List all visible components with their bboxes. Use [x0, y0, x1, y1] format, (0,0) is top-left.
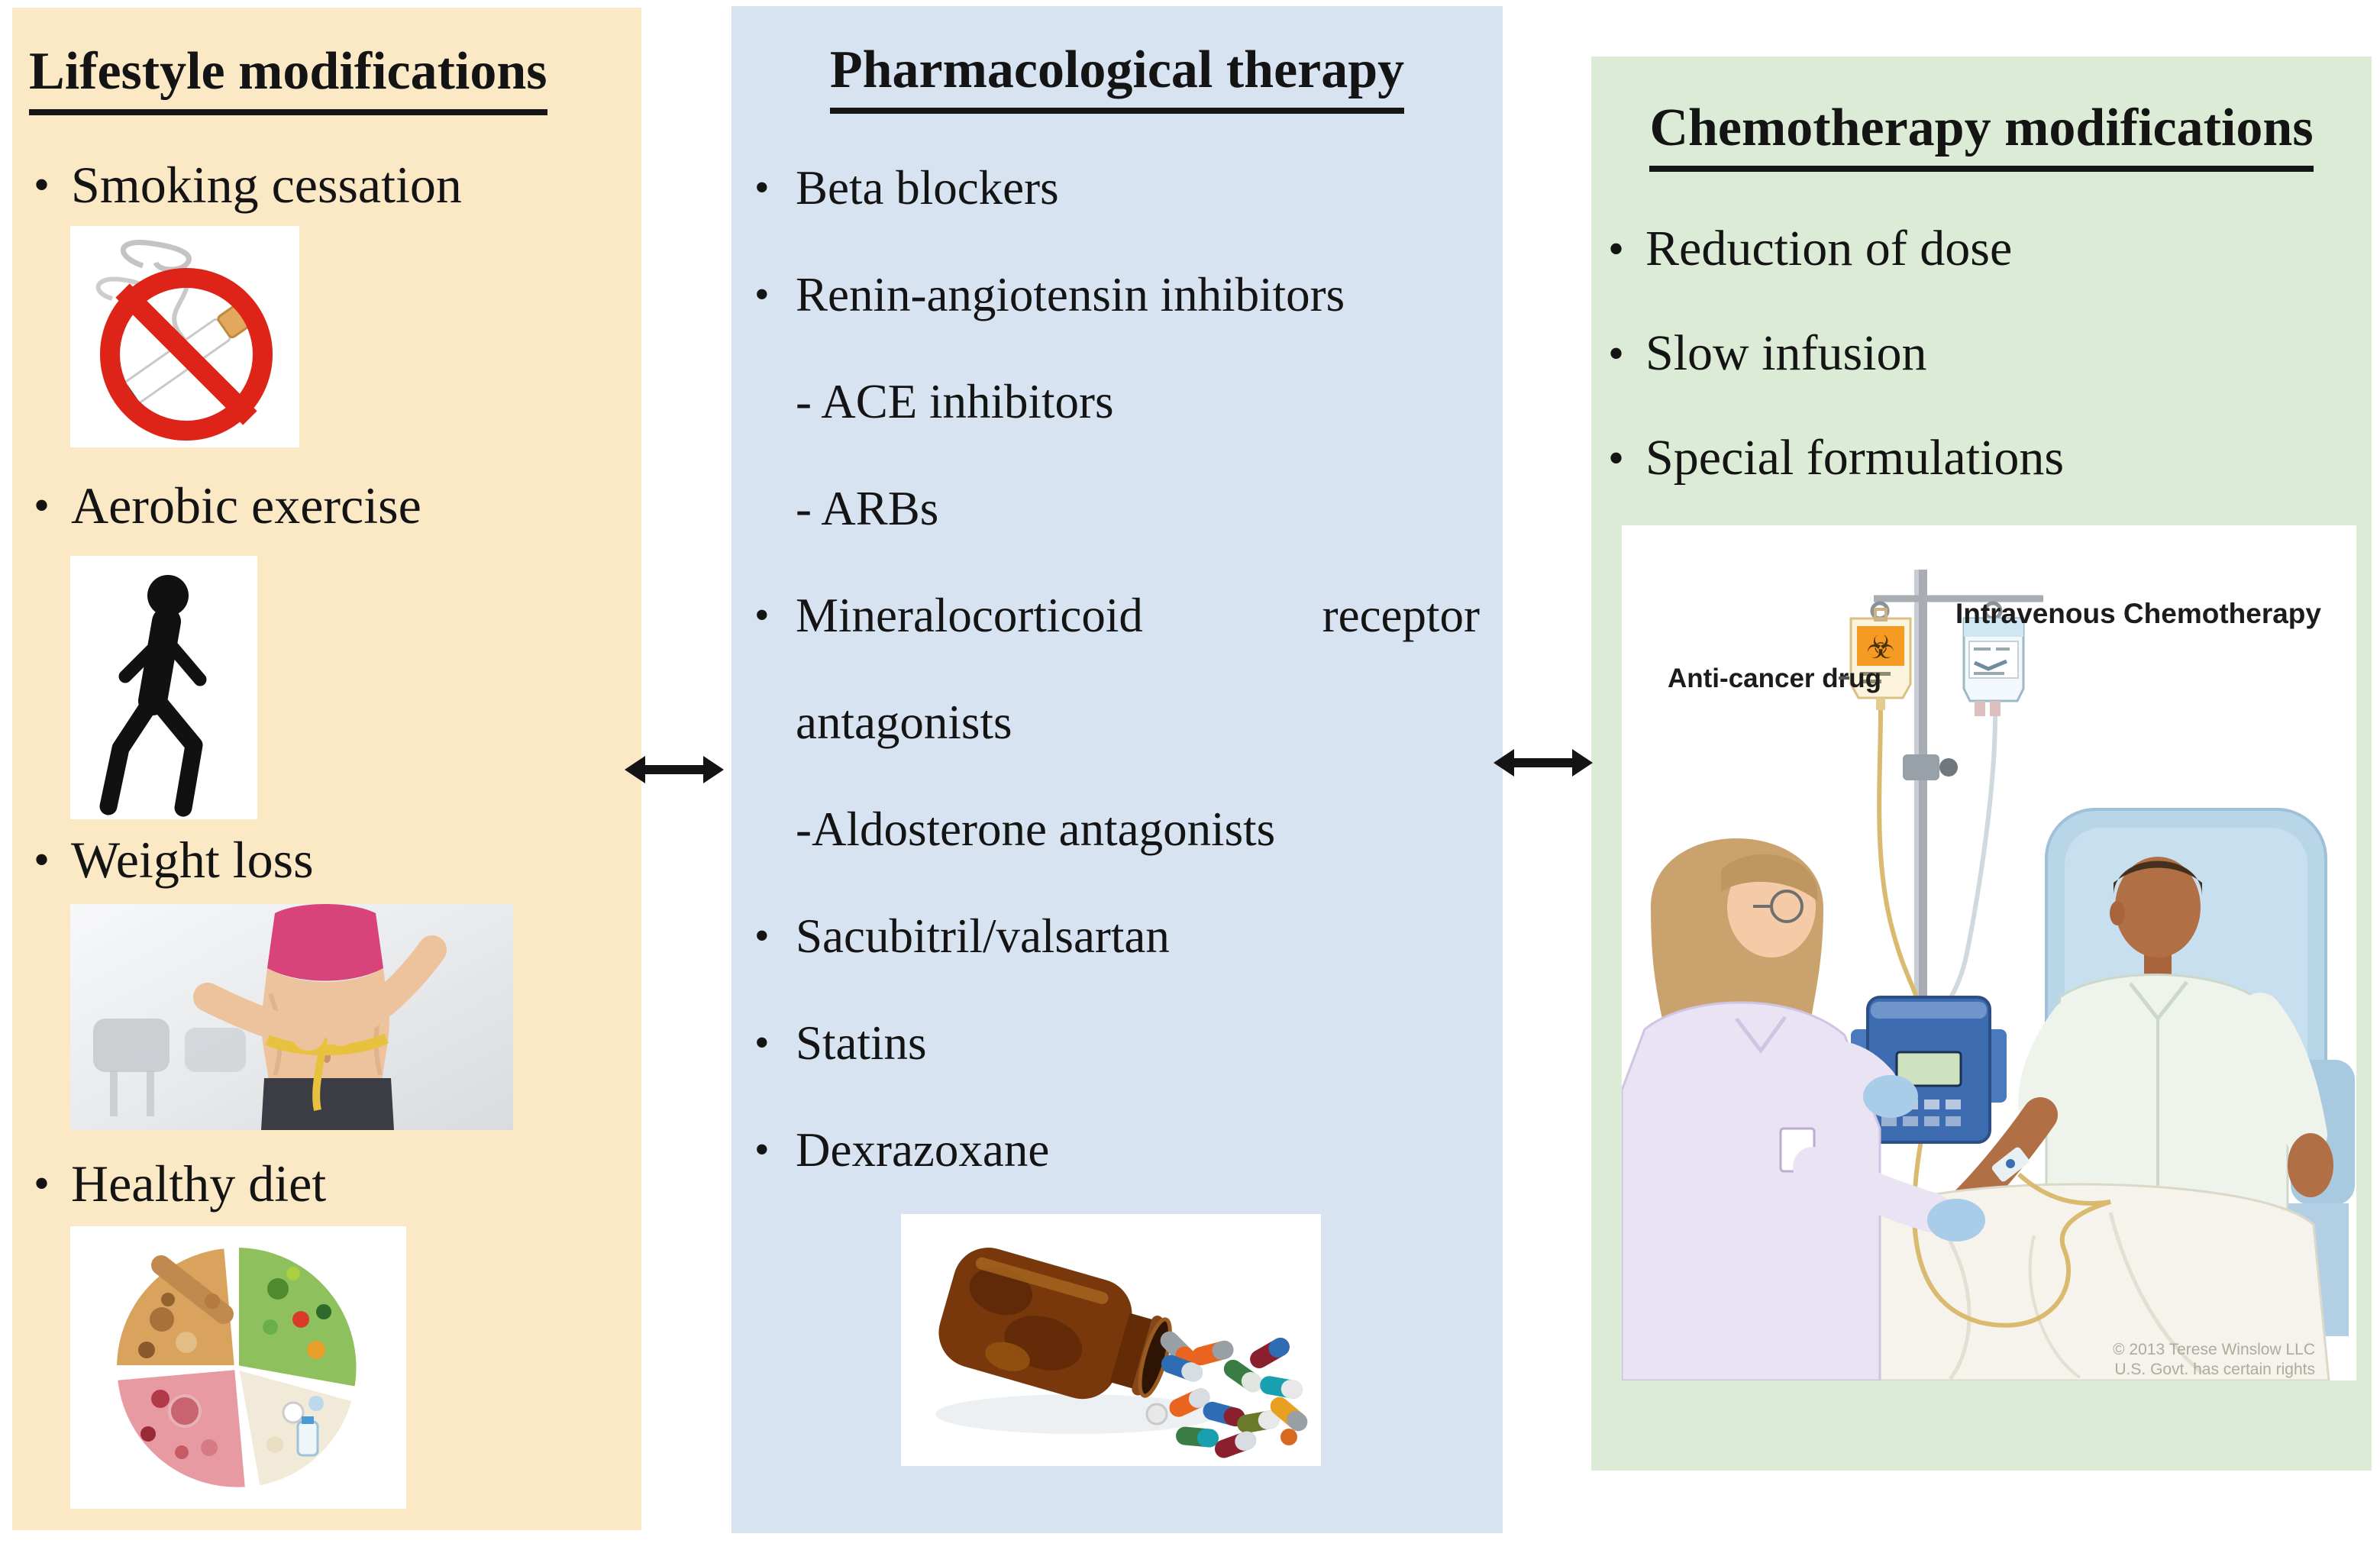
list-subitem-ace-inhibitors — [754, 348, 1480, 455]
pharmacological-title — [731, 40, 1503, 114]
walking-person-icon — [70, 556, 257, 819]
bullet-icon: • — [34, 1158, 50, 1209]
lifestyle-panel — [12, 8, 641, 1530]
bag-label-text: Anti-cancer drug — [1668, 664, 1882, 693]
list-item-mineralocorticoid — [754, 562, 1480, 669]
bullet-icon: • — [754, 164, 770, 212]
list-item-label: Smoking cessation — [71, 156, 462, 214]
blue-glove — [1927, 1199, 1985, 1242]
weight-loss-image — [70, 904, 513, 1130]
list-item-special-formulations — [1608, 423, 2064, 493]
lifestyle-title-text: Lifestyle modifications — [29, 41, 547, 115]
list-item-smoking-cessation — [34, 150, 462, 220]
bag-label — [1668, 664, 1881, 693]
chemotherapy-title-text: Chemotherapy modifications — [1649, 98, 2313, 172]
list-item-healthy-diet — [34, 1148, 326, 1219]
weight-loss-photo — [70, 904, 513, 1130]
bullet-icon: • — [754, 912, 770, 960]
list-item-statins — [754, 990, 1480, 1096]
list-subitem-aldosterone — [754, 776, 1480, 883]
bullet-icon: • — [1608, 224, 1625, 274]
bullet-icon: • — [1608, 328, 1625, 379]
list-item-label: -Aldosterone antagonists — [796, 802, 1276, 856]
list-item-label: receptor — [1322, 588, 1480, 642]
list-item-label: Dexrazoxane — [796, 1122, 1050, 1177]
list-item-label: Renin-angiotensin inhibitors — [796, 267, 1345, 321]
blurred-chair — [93, 1019, 170, 1072]
pill-bottle-image — [901, 1214, 1321, 1466]
list-item-label: - ACE inhibitors — [796, 374, 1114, 428]
list-item-weight-loss — [34, 825, 314, 895]
bullet-icon: • — [754, 1019, 770, 1067]
pharmacological-list — [754, 134, 1480, 1203]
list-item-label: Healthy diet — [71, 1154, 327, 1213]
list-item-label: Beta blockers — [796, 160, 1059, 215]
illustration-caption: Intravenous Chemotherapy — [1955, 598, 2321, 629]
double-arrow-icon — [625, 754, 724, 785]
lifestyle-title — [29, 41, 547, 115]
chemotherapy-title — [1591, 98, 2372, 172]
list-item-label: Mineralocorticoid — [796, 588, 1143, 642]
credit-line: U.S. Govt. has certain rights — [2114, 1361, 2315, 1378]
credit-line: © 2013 Terese Winslow LLC — [2113, 1341, 2315, 1358]
iv-chemotherapy-illustration — [1622, 525, 2356, 1380]
list-item-dexrazoxane — [754, 1096, 1480, 1203]
list-item-aerobic-exercise — [34, 470, 421, 541]
list-item-reduction-of-dose — [1608, 214, 2012, 284]
list-item-label: Weight loss — [71, 831, 314, 889]
list-item-slow-infusion — [1608, 318, 1927, 389]
list-subitem-arbs — [754, 455, 1480, 562]
list-item-sacubitril-valsartan — [754, 883, 1480, 990]
food-pie — [115, 1245, 358, 1490]
list-item-label: Aerobic exercise — [71, 476, 421, 534]
chemotherapy-panel — [1591, 57, 2372, 1471]
bullet-icon: • — [34, 160, 50, 210]
bullet-icon: • — [1608, 433, 1625, 483]
double-arrow-icon — [1494, 748, 1593, 778]
pharmacological-title-text: Pharmacological therapy — [830, 40, 1404, 114]
biohazard-icon: ☣ — [1866, 628, 1895, 666]
list-item-renin-angiotensin — [754, 241, 1480, 348]
list-item-label: Statins — [796, 1016, 927, 1070]
bullet-icon: • — [34, 835, 50, 885]
healthy-diet-photo — [70, 1226, 406, 1509]
bullet-icon: • — [754, 592, 770, 639]
no-smoking-image — [70, 226, 299, 447]
list-item-label: Special formulations — [1645, 430, 2065, 486]
walking-person-image — [70, 556, 257, 819]
list-item-label: - ARBs — [796, 481, 939, 535]
iv-chemotherapy-image — [1622, 525, 2356, 1380]
healthy-diet-image — [70, 1226, 406, 1509]
list-item-label: Sacubitril/valsartan — [796, 909, 1170, 963]
pill-bottle-photo — [901, 1214, 1321, 1466]
no-smoking-icon — [70, 226, 299, 447]
pharmacological-panel — [731, 6, 1503, 1533]
bullet-icon: • — [754, 1126, 770, 1174]
list-item-beta-blockers — [754, 134, 1480, 241]
list-item-antagonists-continuation — [754, 669, 1480, 776]
list-item-label: antagonists — [796, 695, 1012, 749]
bullet-icon: • — [754, 271, 770, 318]
bullet-icon: • — [34, 480, 50, 531]
blue-glove — [1863, 1075, 1918, 1118]
list-item-label: Slow infusion — [1645, 325, 1927, 381]
list-item-label: Reduction of dose — [1645, 221, 2013, 276]
